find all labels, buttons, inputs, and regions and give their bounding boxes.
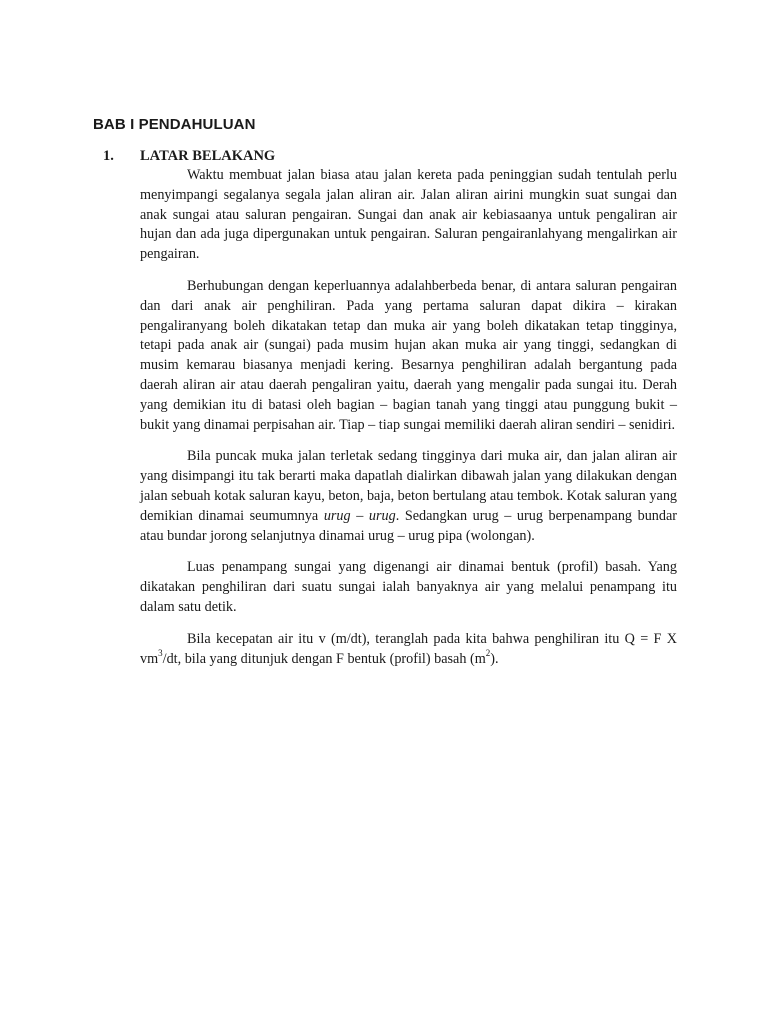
- paragraph-3: [140, 447, 677, 546]
- section-title: LATAR BELAKANG: [140, 148, 276, 164]
- paragraph-5: [140, 630, 677, 670]
- paragraph-5-text-c: ).: [490, 650, 499, 667]
- paragraph-2: Berhubungan dengan keperluannya adalahberbeda benar, di antara saluran pengairan dan dari anak air penghiliran. Pada yang pertama saluran dapat dikira – kirakan pengaliranyang boleh dikatakan tetap dan muka air yang boleh dikatakan tetap tingginya, tetapi pada anak air (sungai) pada musim hujan akan muka air yang tinggi, sedangkan di musim kemarau biasanya menjadi kering. Besarnya penghiliran adalah bergantung pada daerah aliran air atau daerah pengaliran yaitu, daerah yang mengalir pada sungai itu. Derah yang demikian itu di batasi oleh bagian – bagian tanah yang tinggi atau punggung bukit – bukit yang dinamai perpisahan air. Tiap – tiap sungai memiliki daerah aliran sendiri – senidiri.: [140, 277, 677, 433]
- section-number: 1.: [103, 148, 114, 164]
- paragraph-5-text-a: Bila kecepatan air itu v (m/dt), teranglah pada kita bahwa penghiliran itu Q = F X vm: [140, 630, 677, 667]
- chapter-title: BAB I PENDAHULUAN: [93, 116, 256, 133]
- section-body: [140, 166, 677, 681]
- italic-term-urug: urug – urug: [323, 507, 396, 524]
- paragraph-3-text-a: Bila puncak muka jalan terletak sedang tingginya dari muka air, dan jalan aliran air yang disimpangi itu tak berarti maka dapatlah dialirkan dibawah jalan yang dilakukan dengan jalan sebuah kotak saluran kayu, beton, baja, beton bertulang atau tembok. Kotak saluran yang demikian dinamai seumumnya: [140, 448, 677, 524]
- paragraph-5-text-b: /dt, bila yang ditunjuk dengan F bentuk (profil) basah (m: [162, 650, 486, 667]
- superscript-squared: 2: [485, 647, 491, 658]
- paragraph-4: Luas penampang sungai yang digenangi air dinamai bentuk (profil) basah. Yang dikatakan penghiliran dari suatu sungai ialah banyaknya air yang melalui penampang itu dalam satu detik.: [140, 559, 677, 615]
- superscript-cubed: 3: [158, 647, 163, 658]
- paragraph-1: Waktu membuat jalan biasa atau jalan kereta pada peninggian sudah tentulah perlu menyimpangi segalanya segala jalan aliran air. Jalan aliran airini mungkin suat sungai dan anak sungai atau saluran pengairan. Sungai dan anak air kebiasaanya untuk pengaliran air hujan dan ada juga dipergunakan untuk pengairan. Saluran pengairanlahyang mengalirkan air pengairan.: [140, 167, 677, 263]
- paragraph-3-text-b: . Sedangkan urug – urug berpenampang bundar atau bundar jorong selanjutnya dinamai urug – urug pipa (wolongan).: [140, 507, 678, 544]
